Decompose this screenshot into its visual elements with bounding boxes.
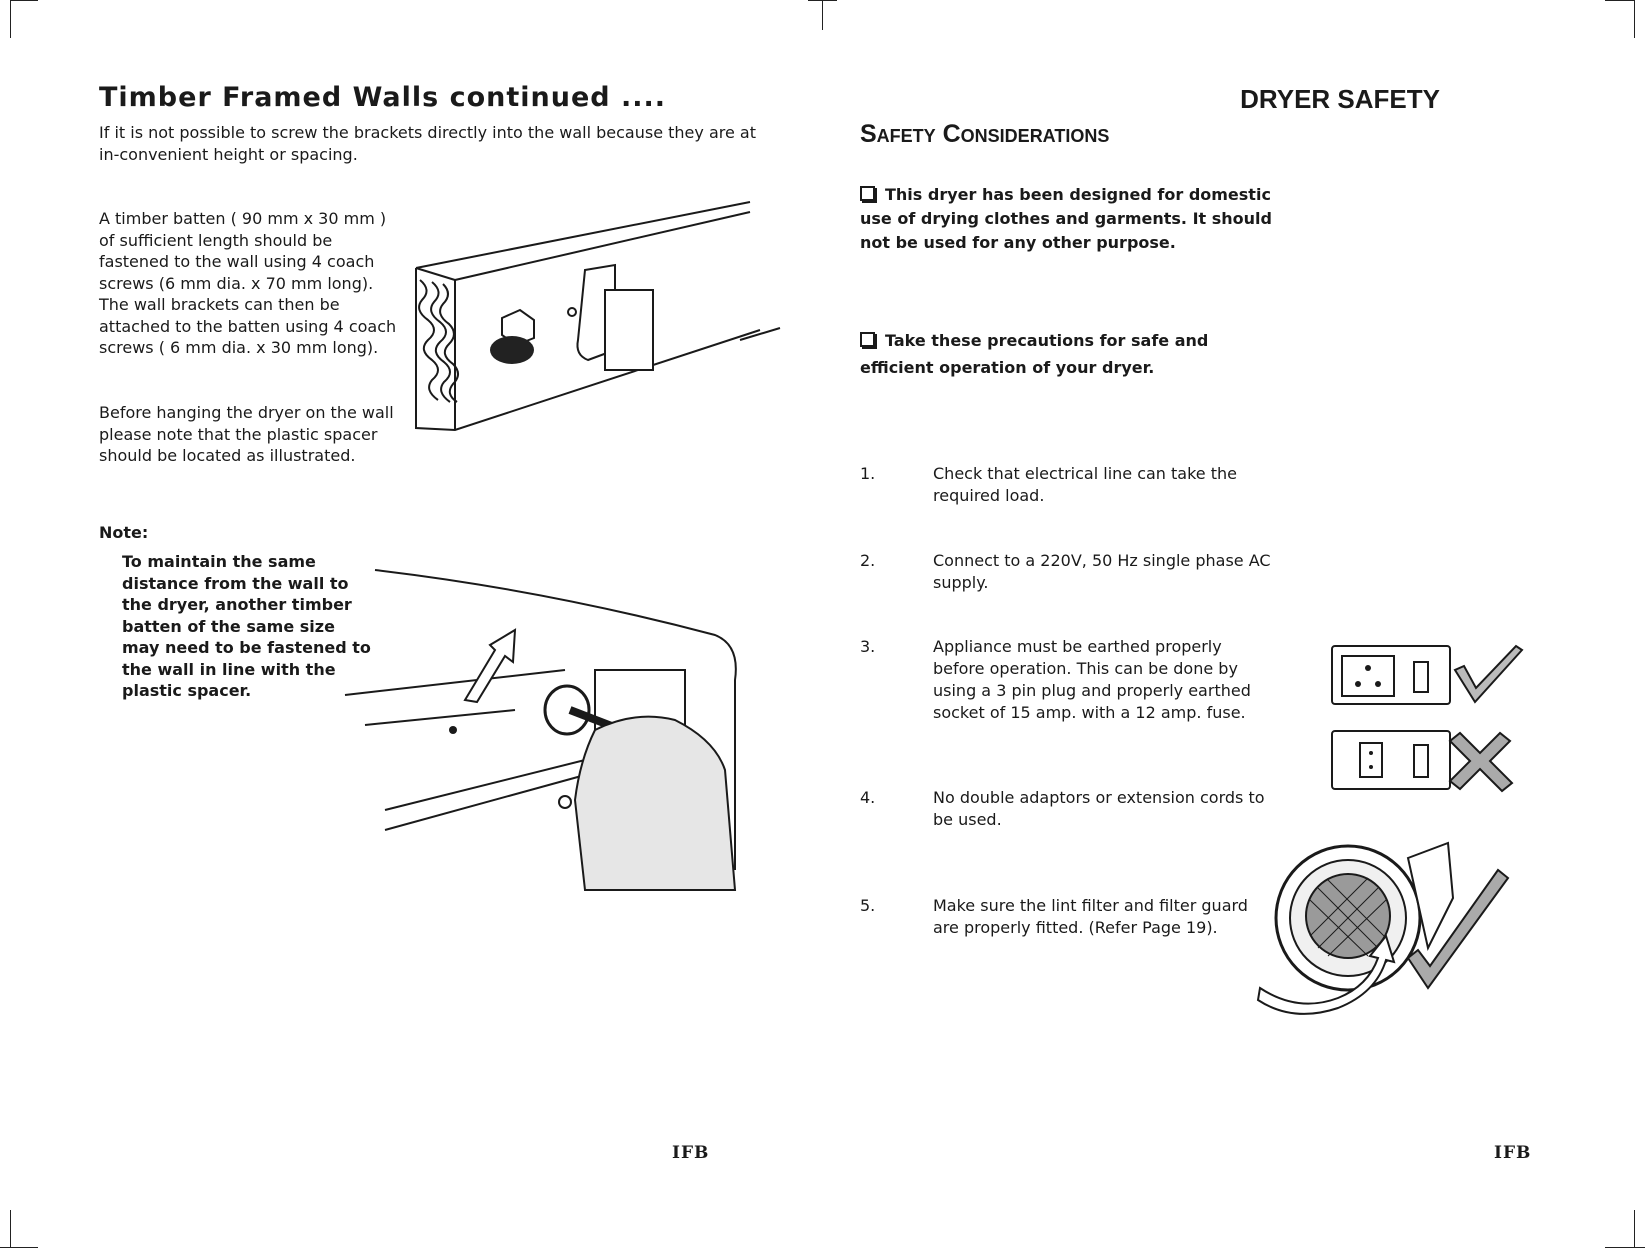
check-mark-icon	[1455, 646, 1522, 702]
bullet-text: Take these precautions for safe and efficient operation of your dryer.	[860, 331, 1209, 377]
crop-mark-top-center-h	[808, 0, 837, 1]
timber-batten-illustration	[410, 190, 790, 440]
batten-paragraph: A timber batten ( 90 mm x 30 mm ) of sufficient length should be fastened to the wall using 4 coach screws (6 mm dia. x 70 mm long). The wall brackets can then be attached to the batten using 4 coach screws ( 6 mm dia. x 30 mm long).	[99, 209, 397, 357]
bullet-text: This dryer has been designed for domestic use of drying clothes and garments. It should not be used for any other purpose.	[860, 185, 1272, 252]
wall-bracket	[568, 265, 653, 370]
crop-mark-top-right-h	[1605, 0, 1635, 1]
two-pin-socket-wrong-illustration	[1330, 725, 1530, 795]
crop-mark-bottom-left-v	[10, 1210, 11, 1248]
crop-mark-top-left-v	[10, 0, 11, 38]
crop-mark-top-center-v	[822, 0, 823, 30]
item-text: Check that electrical line can take the required load.	[933, 464, 1237, 505]
plastic-spacer-illustration	[345, 570, 765, 910]
item-number: 5.	[860, 896, 876, 915]
earthed-socket-correct-illustration	[1330, 640, 1530, 710]
item-text: No double adaptors or extension cords to be used.	[933, 788, 1265, 829]
crop-mark-top-left-h	[10, 0, 38, 1]
section-title-safety-considerations: Safety Considerations	[860, 120, 1110, 148]
crop-mark-top-right-v	[1634, 0, 1635, 38]
footer-brand-right: IFB	[1494, 1143, 1532, 1163]
item-number: 2.	[860, 551, 876, 570]
bullet-precautions	[860, 327, 1280, 381]
item-number: 1.	[860, 464, 876, 483]
footer-brand-left: IFB	[672, 1143, 710, 1163]
item-number: 4.	[860, 788, 876, 807]
item-text: Connect to a 220V, 50 Hz single phase AC supply.	[933, 551, 1271, 592]
checkbox-bullet-icon	[860, 332, 875, 347]
checkbox-bullet-icon	[860, 186, 875, 201]
crop-mark-bottom-right-v	[1634, 1210, 1635, 1248]
rotate-arrow	[465, 630, 515, 702]
page-title-timber-walls: Timber Framed Walls continued ....	[99, 82, 667, 113]
hand-shape	[575, 717, 735, 890]
item-number: 3.	[860, 637, 876, 656]
page-title-dryer-safety: DRYER SAFETY	[1240, 84, 1440, 114]
bullet-domestic-use	[860, 183, 1280, 255]
note-body: To maintain the same distance from the wall to the dryer, another timber batten of the same size may need to be fastened to the wall in line with the plastic spacer.	[122, 552, 371, 700]
coach-screw	[490, 310, 534, 364]
lint-filter-illustration	[1258, 838, 1518, 1018]
hanging-paragraph: Before hanging the dryer on the wall please note that the plastic spacer should be located as illustrated.	[99, 403, 394, 465]
item-text: Appliance must be earthed properly before operation. This can be done by using a 3 pin plug and properly earthed socket of 15 amp. with a 12 amp. fuse.	[933, 637, 1251, 722]
lead-paragraph: If it is not possible to screw the brackets directly into the wall because they are at in-convenient height or spacing.	[99, 123, 756, 164]
item-text: Make sure the lint filter and filter guard are properly fitted. (Refer Page 19).	[933, 896, 1248, 937]
cross-mark-icon	[1450, 733, 1512, 791]
note-label: Note:	[99, 523, 149, 542]
